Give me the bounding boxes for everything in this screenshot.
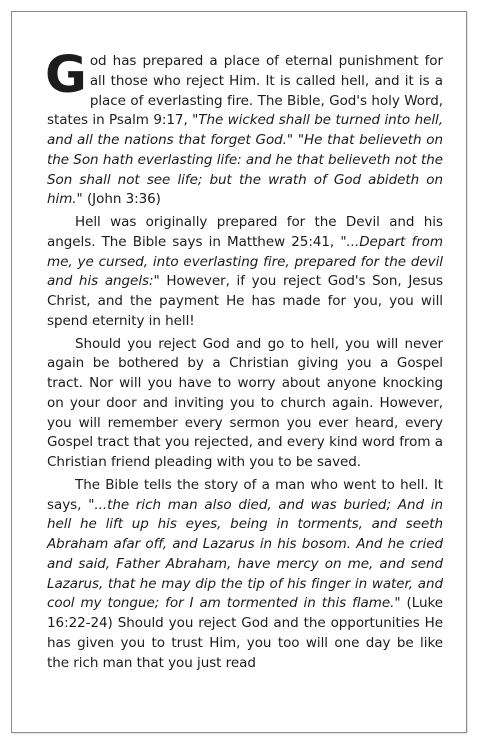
scripture-quote: "...Depart from me, ye cursed, into everlasting fire, prepared for the devil and his angels:": [47, 233, 443, 290]
paragraph-4: [47, 476, 443, 674]
scripture-quote: "...the rich man also died, and was buried; And in hell he lift up his eyes, being in torments, and seeth Abraham afar off, and Lazarus in his bosom. And he cried and said, Father Abraham, have mercy on me, and send Lazarus, that he may dip the tip of his finger in water, and cool my tongue; for I am tormented in this flame.": [47, 496, 443, 612]
text-run: (John 3:36): [82, 191, 161, 208]
text-run: Hell was originally prepared for the Devil and his angels. The Bible says in Matthew 25:41,: [47, 214, 443, 250]
paragraph-1: [45, 46, 443, 210]
paragraph-3: [47, 335, 443, 473]
scripture-quote: "The wicked shall be turned into hell, and all the nations that forget God." "He that believeth on the Son hath everlasting life: and he that believeth not the Son shall not see life; but the wrath of God abideth on him.": [47, 112, 443, 208]
text-run: od has prepared a place of eternal punishment for all those who reject Him. It is called hell, and it is a place of everlasting fire. The Bible, God's holy Word, states in Psalm 9:17,: [47, 53, 443, 129]
drop-cap: G: [45, 46, 87, 105]
paragraph-2: [47, 213, 443, 332]
tract-page: [11, 11, 467, 733]
text-run: (Luke 16:22-24) Should you reject God and the opportunities He has given you to trust Him, you too will one day be like the rich man that you just read: [47, 595, 444, 671]
text-run: Should you reject God and go to hell, you will never again be bothered by a Christian giving you a Gospel tract. Nor will you have to worry about anyone knocking on your door and inviting you to church again. However, you will remember every sermon you ever heard, every Gospel tract that you rejected, and every kind word from a Christian friend pleading with you to be saved.: [47, 335, 443, 470]
text-run: The Bible tells the story of a man who went to hell. It says,: [47, 476, 443, 513]
text-run: However, if you reject God's Son, Jesus Christ, and the payment He has made for you, you will spend eternity in hell!: [47, 273, 443, 329]
body-text: [45, 46, 444, 676]
